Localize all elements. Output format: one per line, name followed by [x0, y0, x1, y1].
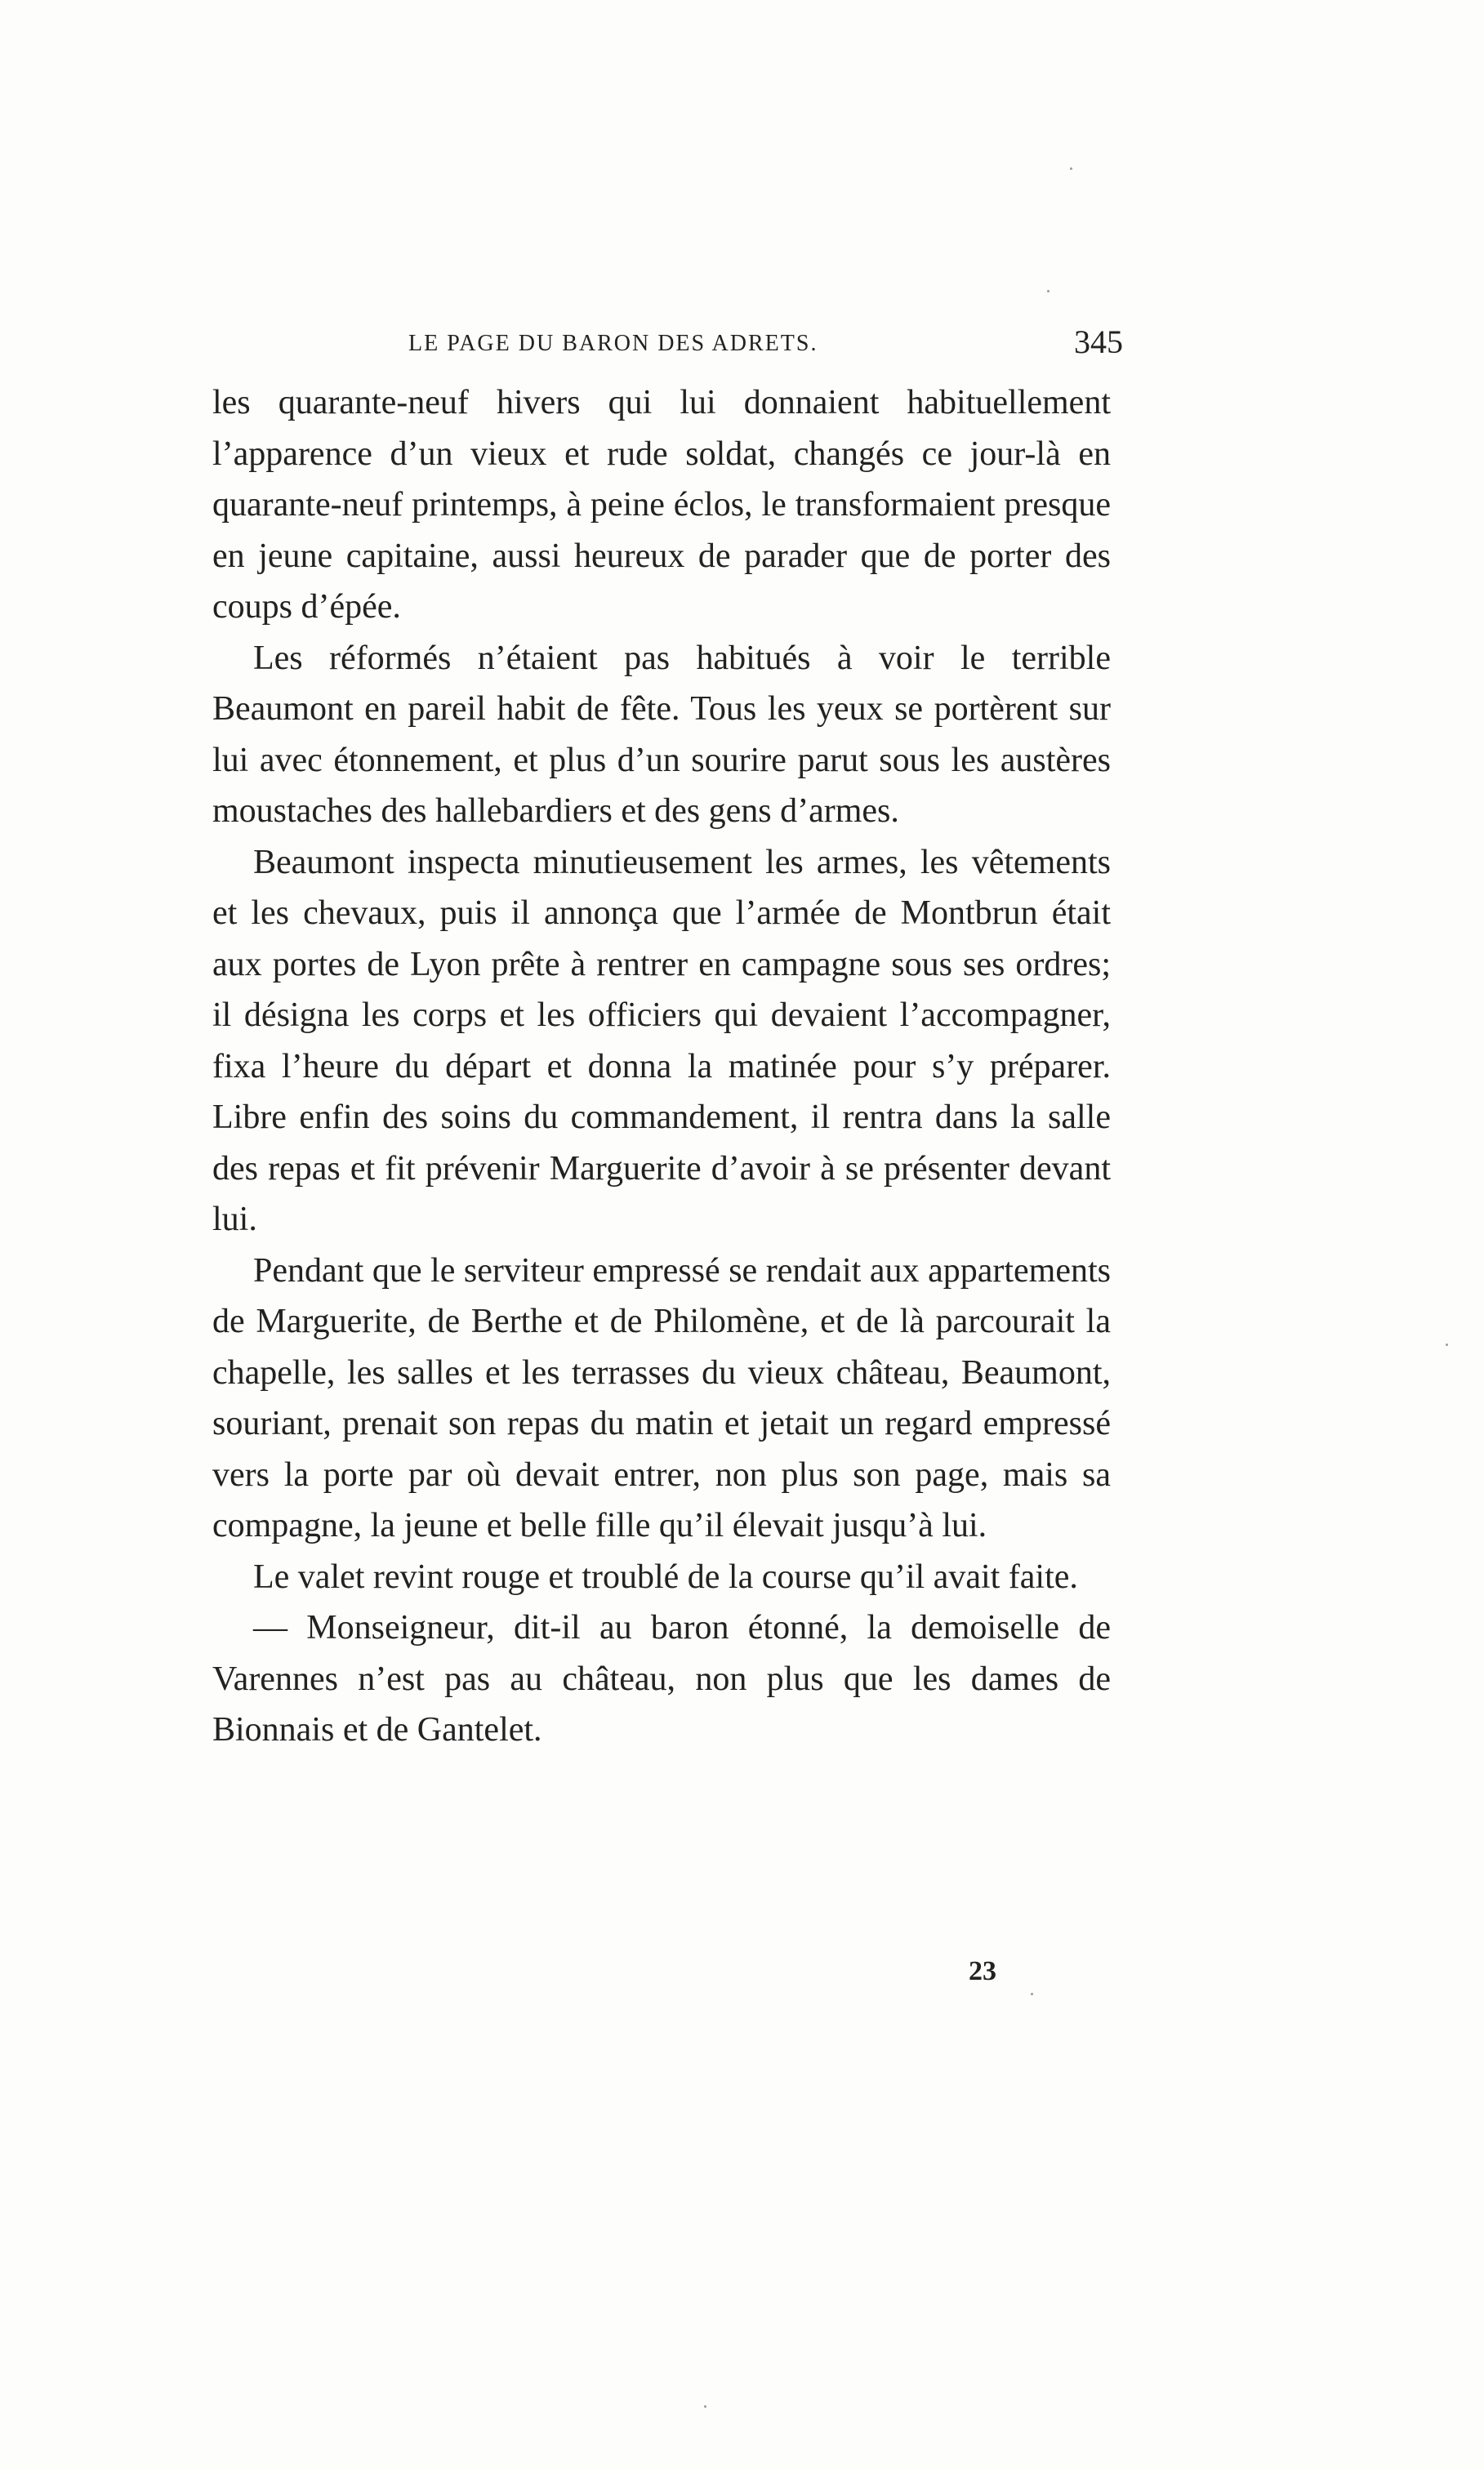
paper-speck	[1446, 1344, 1448, 1346]
paragraph: Les réformés n’étaient pas habitués à voir le terrible Beaumont en pareil habit de fête. Tous les yeux se portèrent sur lui avec étonnement, et plus d’un sourire parut sous les austères moustaches des hallebardiers et des gens d’armes.	[212, 639, 1111, 830]
paper-speck	[1070, 167, 1072, 170]
paper-speck	[1031, 1993, 1033, 1995]
paper-speck	[1047, 290, 1049, 292]
dialogue-paragraph: — Monseigneur, dit-il au baron étonné, la demoiselle de Varennes n’est pas au château, non plus que les dames de Bionnais et de Gantelet.	[212, 1609, 1111, 1749]
body-text	[212, 377, 1111, 1756]
paragraph: Pendant que le serviteur empressé se rendait aux appartements de Marguerite, de Berthe et de Philomène, et de là parcourait la chapelle, les salles et les terrasses du vieux château, Beaumont, souriant, prenait son repas du matin et jetait un regard empressé vers la porte par où devait entrer, non plus son page, mais sa compagne, la jeune et belle fille qu’il élevait jusqu’à lui.	[212, 1251, 1111, 1544]
running-head	[208, 323, 1123, 372]
paper-speck	[704, 2405, 706, 2408]
page-number: 345	[1074, 323, 1123, 360]
signature-mark: 23	[969, 1956, 996, 1986]
running-title: LE PAGE DU BARON DES ADRETS.	[408, 331, 818, 356]
paragraph: Beaumont inspecta minutieusement les armes, les vêtements et les chevaux, puis il annonça que l’armée de Montbrun était aux portes de Lyon prête à rentrer en campagne sous ses ordres; il désigna les corps et les officiers qui devaient l’accompagner, fixa l’heure du départ et donna la matinée pour s’y préparer. Libre enfin des soins du commandement, il rentra dans la salle des repas et fit prévenir Marguerite d’avoir à se présenter devant lui.	[212, 843, 1111, 1238]
paragraph: Le valet revint rouge et troublé de la course qu’il avait faite.	[253, 1558, 1078, 1596]
paragraph-continued: les quarante-neuf hivers qui lui donnaient habituellement l’apparence d’un vieux et rude soldat, changés ce jour-là en quarante-neuf printemps, à peine éclos, le transformaient presque en jeune capitaine, aussi heureux de parader que de porter des coups d’épée.	[212, 384, 1111, 626]
